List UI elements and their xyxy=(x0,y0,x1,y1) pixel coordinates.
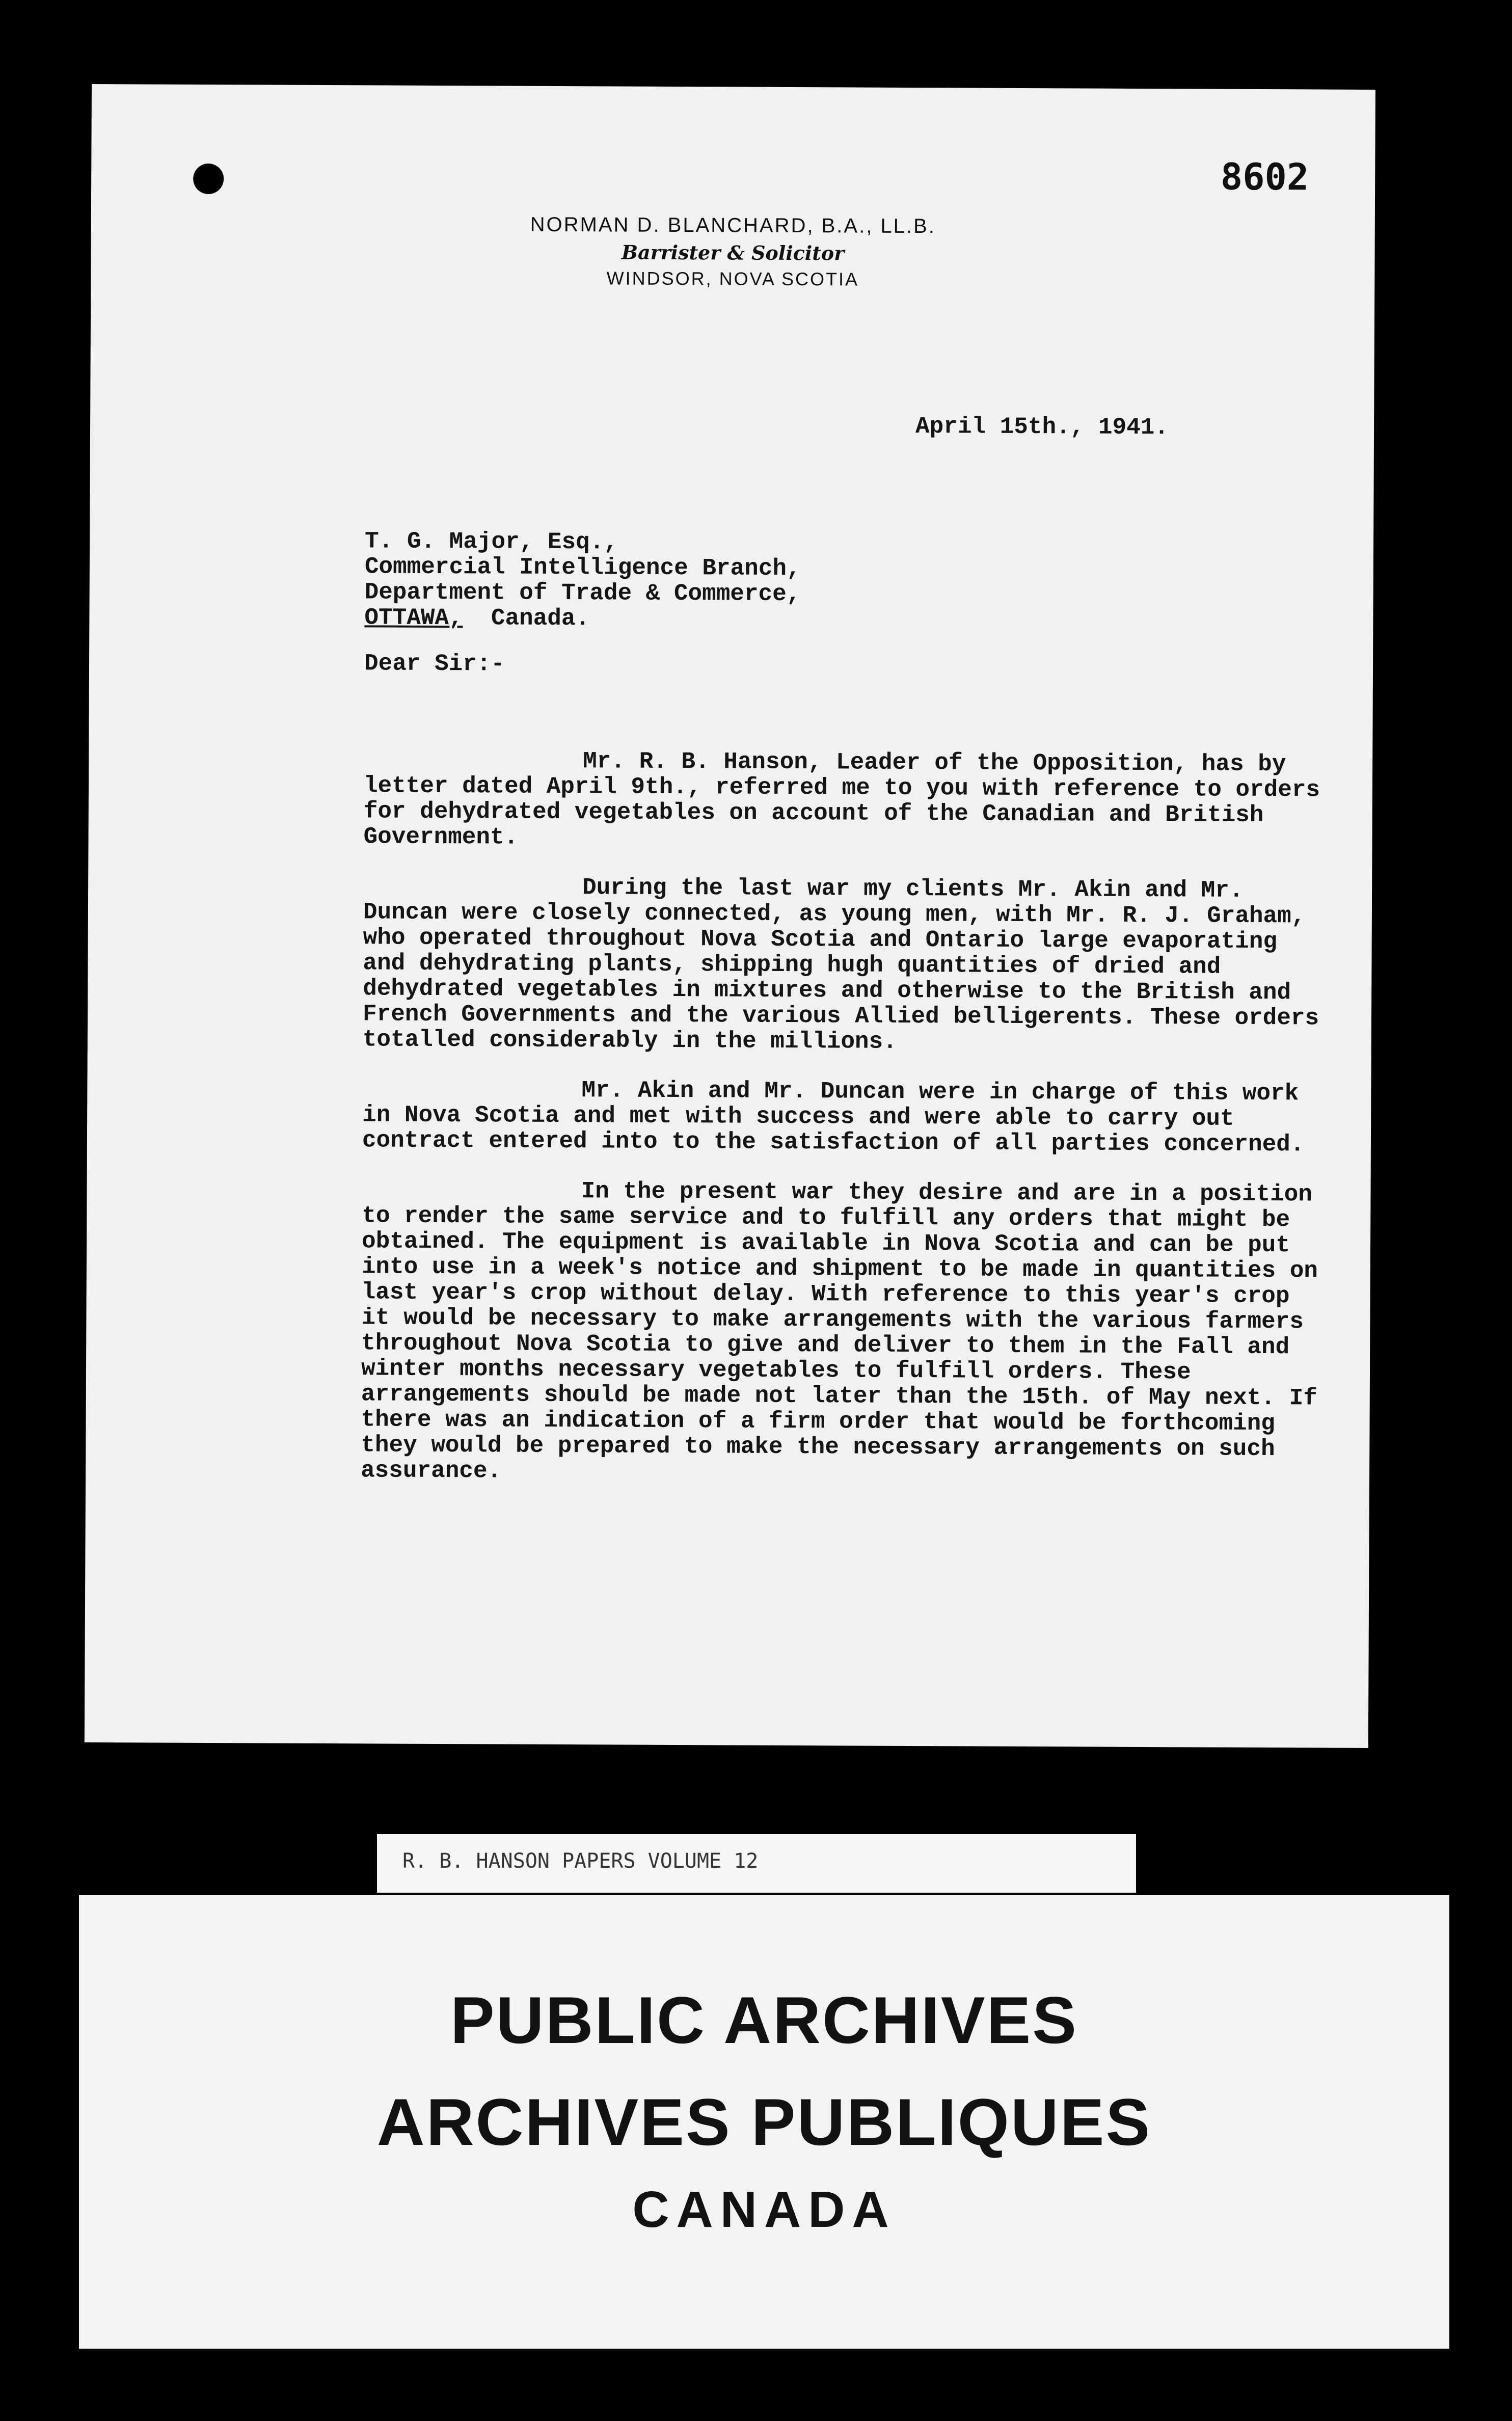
paragraph: Mr. R. B. Hanson, Leader of the Opposition, has by letter dated April 9th., referred me to you with reference to orders for dehydrated vegetables on account of the Canadian and British Government. xyxy=(363,748,1320,851)
collection-label xyxy=(377,1834,1136,1893)
collection-label-text: R. B. HANSON PAPERS VOLUME 12 xyxy=(402,1849,759,1873)
letterhead xyxy=(91,211,1375,292)
recipient-line-3: Department of Trade & Commerce, xyxy=(364,579,801,608)
page-number: 8602 xyxy=(1220,155,1309,199)
recipient-line-1: T. G. Major, Esq., xyxy=(364,528,618,556)
paragraph: In the present war they desire and are in a position to render the same service and to fulfill any orders that might be obtained. The equipment is available in Nova Scotia and can be put into use in a week's notice and shipment to be made in quantities on last year's crop without delay. With reference to this year's crop it would be necessary to make arrangements with the various farmers throughout Nova Scotia to give and deliver to them in the Fall and winter months necessary vegetables to fulfill orders. These arrangements should be made not later than the 15th. of May next. If there was an indication of a firm order that would be forthcoming they would be prepared to make the necessary arrangements on such assurance. xyxy=(361,1178,1318,1485)
recipient-address xyxy=(364,528,801,632)
recipient-country: Canada. xyxy=(491,605,590,632)
archive-stamp-card xyxy=(79,1895,1449,2349)
recipient-line-4 xyxy=(364,605,800,632)
letter-body xyxy=(361,747,1332,1512)
archive-stamp-line-1: PUBLIC ARCHIVES xyxy=(450,1983,1078,2057)
punch-hole xyxy=(193,164,224,194)
letterhead-title: Barrister & Solicitor xyxy=(621,240,845,265)
paragraph: Mr. Akin and Mr. Duncan were in charge of this work in Nova Scotia and met with success and were able to carry out contract entered into to the satisfaction of all parties concerned. xyxy=(362,1077,1305,1158)
archive-stamp-line-2: ARCHIVES PUBLIQUES xyxy=(376,2085,1152,2159)
salutation: Dear Sir:- xyxy=(364,650,505,678)
letter-page xyxy=(85,84,1375,1748)
paragraph: During the last war my clients Mr. Akin and Mr. Duncan were closely connected, as young men, with Mr. R. J. Graham, who operated throughout Nova Scotia and Ontario large evaporating and dehydrating plants, shipping hugh quantities of dried and dehydrated vegetables in mixtures and otherwise to the British and French Governments and the various Allied belligerents. These orders totalled considerably in the millions. xyxy=(362,874,1319,1055)
archive-stamp-line-3: CANADA xyxy=(632,2181,896,2238)
recipient-city: OTTAWA, xyxy=(364,604,463,632)
recipient-line-2: Commercial Intelligence Branch, xyxy=(364,553,801,582)
letter-date: April 15th., 1941. xyxy=(915,413,1169,441)
letterhead-location: WINDSOR, NOVA SCOTIA xyxy=(606,267,859,290)
letterhead-name: NORMAN D. BLANCHARD, B.A., LL.B. xyxy=(530,213,936,238)
